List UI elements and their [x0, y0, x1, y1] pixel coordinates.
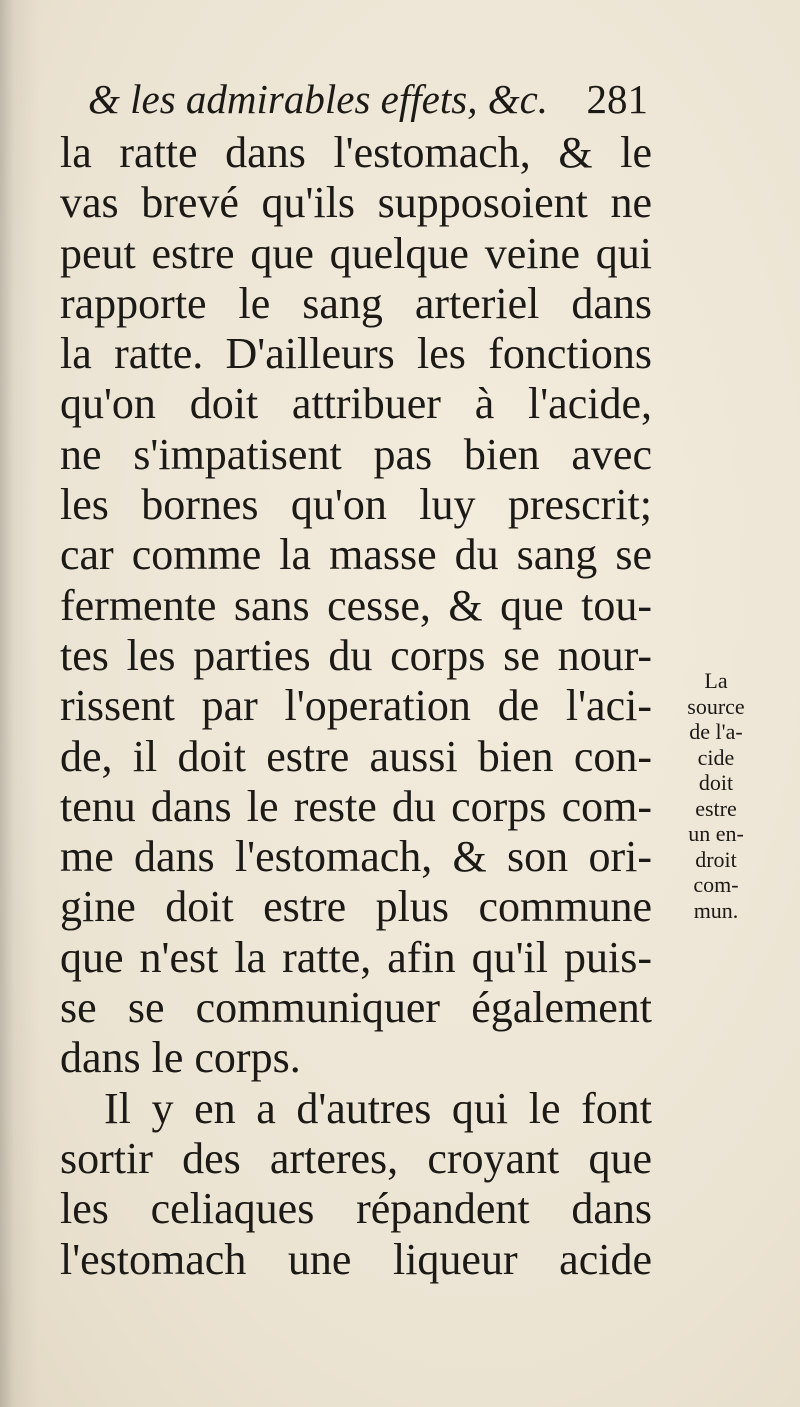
text-line: les bornes qu'on luy prescrit;: [60, 480, 652, 530]
text-line: la ratte. D'ailleurs les fonctions: [60, 329, 652, 379]
text-line: la ratte dans l'estomach, & le: [60, 128, 652, 177]
marginal-note-line: La: [704, 668, 728, 693]
text-line: tes les parties du corps se nour-: [60, 630, 652, 680]
text-line: car comme la masse du sang se: [60, 530, 652, 580]
text-line: qu'on doit attribuer à l'acide,: [60, 379, 652, 429]
text-line: rapporte le sang arteriel dans: [60, 278, 652, 328]
text-line: gine doit estre plus commune: [60, 882, 652, 932]
marginal-note-line: com-: [693, 872, 739, 897]
text-line: sortir des arteres, croyant que: [60, 1133, 652, 1183]
marginal-note-line: un en-: [688, 821, 744, 846]
marginal-note-line: mun.: [693, 897, 739, 923]
marginal-note-line: doit: [698, 770, 734, 795]
marginal-note-line: de l'a-: [689, 719, 743, 744]
text-line: les celiaques répandent dans: [60, 1184, 652, 1234]
text-line: vas brevé qu'ils supposoient ne: [60, 178, 652, 228]
marginal-note-line: droit: [695, 846, 737, 872]
marginal-note-line: cide: [697, 744, 735, 770]
marginal-note-line: source: [687, 693, 745, 719]
page-number: 281: [586, 76, 648, 122]
body-text: [60, 128, 652, 1285]
text-line: peut estre que quelque veine qui: [60, 228, 652, 278]
marginal-note-line: estre: [695, 795, 737, 821]
text-line: se se communiquer également: [60, 983, 652, 1033]
text-line: l'estomach une liqueur acide: [60, 1234, 652, 1284]
text-line: rissent par l'operation de l'aci-: [60, 681, 652, 731]
text-line: fermente sans cesse, & que tou-: [60, 580, 652, 630]
text-line: de, il doit estre aussi bien con-: [60, 731, 652, 781]
running-title: & les admirables effets, &c.: [88, 76, 549, 122]
running-header: [88, 74, 648, 124]
marginal-note: [660, 668, 772, 923]
text-line: que n'est la ratte, afin qu'il puis-: [60, 932, 652, 982]
text-line: Il y en a d'autres qui le font: [104, 1083, 652, 1133]
text-line: ne s'impatisent pas bien avec: [60, 429, 652, 479]
text-line: tenu dans le reste du corps com-: [60, 781, 652, 831]
text-line: dans le corps.: [60, 1033, 301, 1083]
text-line: me dans l'estomach, & son ori-: [60, 832, 652, 882]
